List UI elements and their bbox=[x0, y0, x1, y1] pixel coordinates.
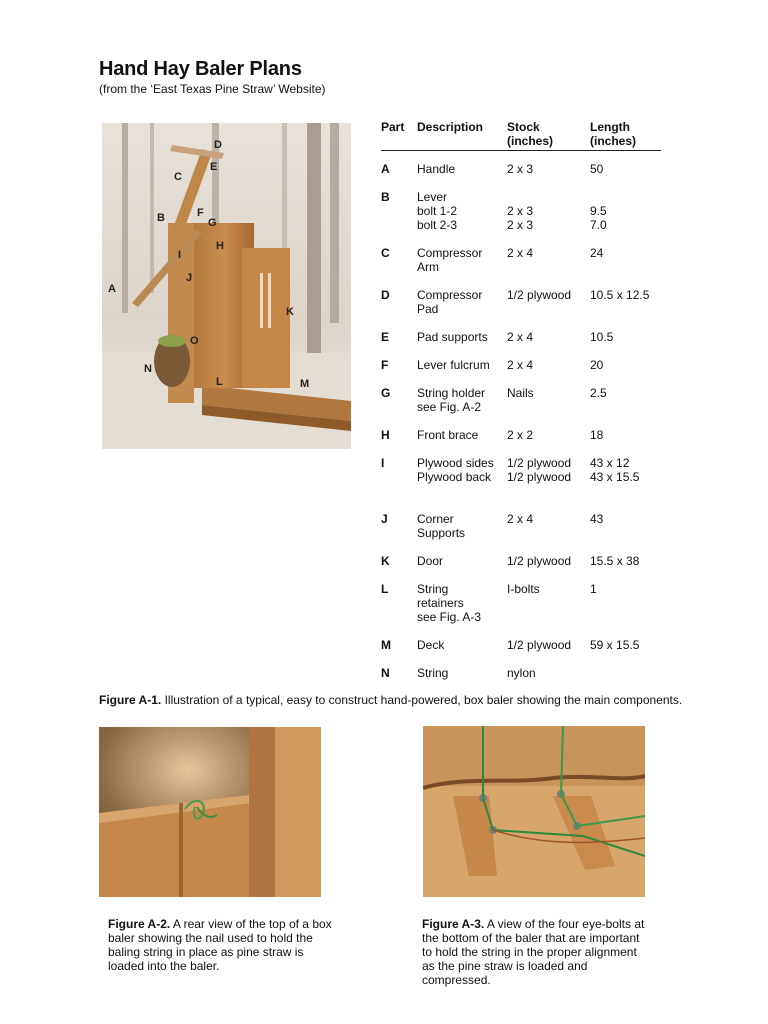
cell-part: E bbox=[381, 330, 390, 344]
cell-part: I bbox=[381, 456, 385, 470]
cell-part: A bbox=[381, 162, 390, 176]
cell-description: Lever bolt 1-2 bolt 2-3 bbox=[417, 190, 458, 232]
cell-stock: 2 x 3 2 x 3 bbox=[507, 204, 534, 232]
table-header bbox=[381, 118, 661, 151]
figure-label: M bbox=[300, 378, 310, 390]
cell-description: Door bbox=[417, 554, 444, 568]
cell-length: 1 bbox=[590, 582, 597, 596]
figure-a1-caption-label: Figure A-1. bbox=[99, 693, 162, 707]
cell-length: 43 bbox=[590, 512, 604, 526]
cell-stock: 1/2 plywood bbox=[507, 638, 572, 652]
cell-description: Lever fulcrum bbox=[417, 358, 490, 372]
header-part: Part bbox=[381, 120, 405, 134]
cell-description: Plywood sides Plywood back bbox=[417, 456, 494, 484]
cell-part: B bbox=[381, 190, 390, 204]
cell-length: 50 bbox=[590, 162, 604, 176]
figure-label: N bbox=[144, 363, 152, 375]
cell-part: N bbox=[381, 666, 390, 680]
figure-a1-caption bbox=[99, 693, 682, 707]
cell-part: G bbox=[381, 386, 391, 400]
cell-part: H bbox=[381, 428, 390, 442]
figure-label: H bbox=[216, 240, 224, 252]
cell-stock: 1/2 plywood bbox=[507, 554, 572, 568]
cell-description: String bbox=[417, 666, 449, 680]
figure-a3-caption bbox=[422, 917, 650, 987]
cell-description: Front brace bbox=[417, 428, 479, 442]
cell-length: 10.5 bbox=[590, 330, 614, 344]
cell-description: String holder see Fig. A-2 bbox=[417, 386, 486, 414]
figure-a3-caption-text: A view of the four eye-bolts at the bottom of the baler that are important to hold the string in the proper alignment as the pine straw is loaded and compressed. bbox=[422, 917, 645, 987]
figure-label: B bbox=[157, 212, 165, 224]
cell-stock: 2 x 4 bbox=[507, 512, 534, 526]
figure-label: A bbox=[108, 283, 116, 295]
cell-length: 15.5 x 38 bbox=[590, 554, 640, 568]
cell-stock: 1/2 plywood 1/2 plywood bbox=[507, 456, 572, 484]
figure-a3-photo bbox=[423, 726, 645, 897]
cell-length: 2.5 bbox=[590, 386, 607, 400]
figure-label: K bbox=[286, 306, 294, 318]
cell-length: 20 bbox=[590, 358, 604, 372]
parts-table bbox=[381, 118, 661, 151]
figure-a2-photo bbox=[99, 727, 321, 897]
figure-a2-caption-label: Figure A-2. bbox=[108, 917, 171, 931]
cell-length: 24 bbox=[590, 246, 604, 260]
cell-stock: 2 x 2 bbox=[507, 428, 534, 442]
cell-part: F bbox=[381, 358, 389, 372]
cell-part: C bbox=[381, 246, 390, 260]
cell-length: 43 x 12 43 x 15.5 bbox=[590, 456, 640, 484]
cell-length: 10.5 x 12.5 bbox=[590, 288, 650, 302]
figure-a1-photo bbox=[102, 123, 351, 449]
page-subtitle: (from the ‘East Texas Pine Straw’ Website) bbox=[99, 82, 326, 96]
cell-stock: 2 x 3 bbox=[507, 162, 534, 176]
cell-description: String retainers see Fig. A-3 bbox=[417, 582, 482, 624]
cell-length: 18 bbox=[590, 428, 604, 442]
figure-a1-caption-text: Illustration of a typical, easy to construct hand-powered, box baler showing the main components. bbox=[161, 693, 683, 707]
cell-part: J bbox=[381, 512, 388, 526]
figure-label: J bbox=[186, 272, 193, 284]
figure-label: G bbox=[208, 217, 217, 229]
cell-part: D bbox=[381, 288, 390, 302]
cell-stock: 2 x 4 bbox=[507, 330, 534, 344]
page-title: Hand Hay Baler Plans bbox=[99, 58, 302, 80]
cell-stock: 2 x 4 bbox=[507, 246, 534, 260]
cell-stock: 1/2 plywood bbox=[507, 288, 572, 302]
figure-label: I bbox=[178, 249, 182, 261]
figure-a2-caption-text: A rear view of the top of a box baler showing the nail used to hold the baling string in place as pine straw is loaded into the baler. bbox=[108, 917, 332, 973]
figure-label: L bbox=[216, 376, 223, 388]
cell-stock: I-bolts bbox=[507, 582, 540, 596]
cell-description: Corner Supports bbox=[417, 512, 466, 540]
header-length: Length (inches) bbox=[590, 120, 637, 148]
cell-description: Compressor Arm bbox=[417, 246, 483, 274]
cell-description: Compressor Pad bbox=[417, 288, 483, 316]
cell-description: Deck bbox=[417, 638, 445, 652]
figure-label: C bbox=[174, 171, 182, 183]
cell-length: 9.5 7.0 bbox=[590, 204, 607, 232]
figure-label: E bbox=[210, 161, 218, 173]
cell-part: L bbox=[381, 582, 389, 596]
cell-description: Handle bbox=[417, 162, 456, 176]
cell-description: Pad supports bbox=[417, 330, 488, 344]
figure-label: O bbox=[190, 335, 199, 347]
figure-a2-caption bbox=[108, 917, 336, 973]
header-stock: Stock (inches) bbox=[507, 120, 554, 148]
figure-label: F bbox=[197, 207, 204, 219]
cell-stock: Nails bbox=[507, 386, 534, 400]
cell-part: M bbox=[381, 638, 391, 652]
cell-part: K bbox=[381, 554, 390, 568]
header-description: Description bbox=[417, 120, 484, 134]
cell-length: 59 x 15.5 bbox=[590, 638, 640, 652]
cell-stock: nylon bbox=[507, 666, 536, 680]
figure-label: D bbox=[214, 139, 222, 151]
cell-stock: 2 x 4 bbox=[507, 358, 534, 372]
figure-a3-caption-label: Figure A-3. bbox=[422, 917, 485, 931]
